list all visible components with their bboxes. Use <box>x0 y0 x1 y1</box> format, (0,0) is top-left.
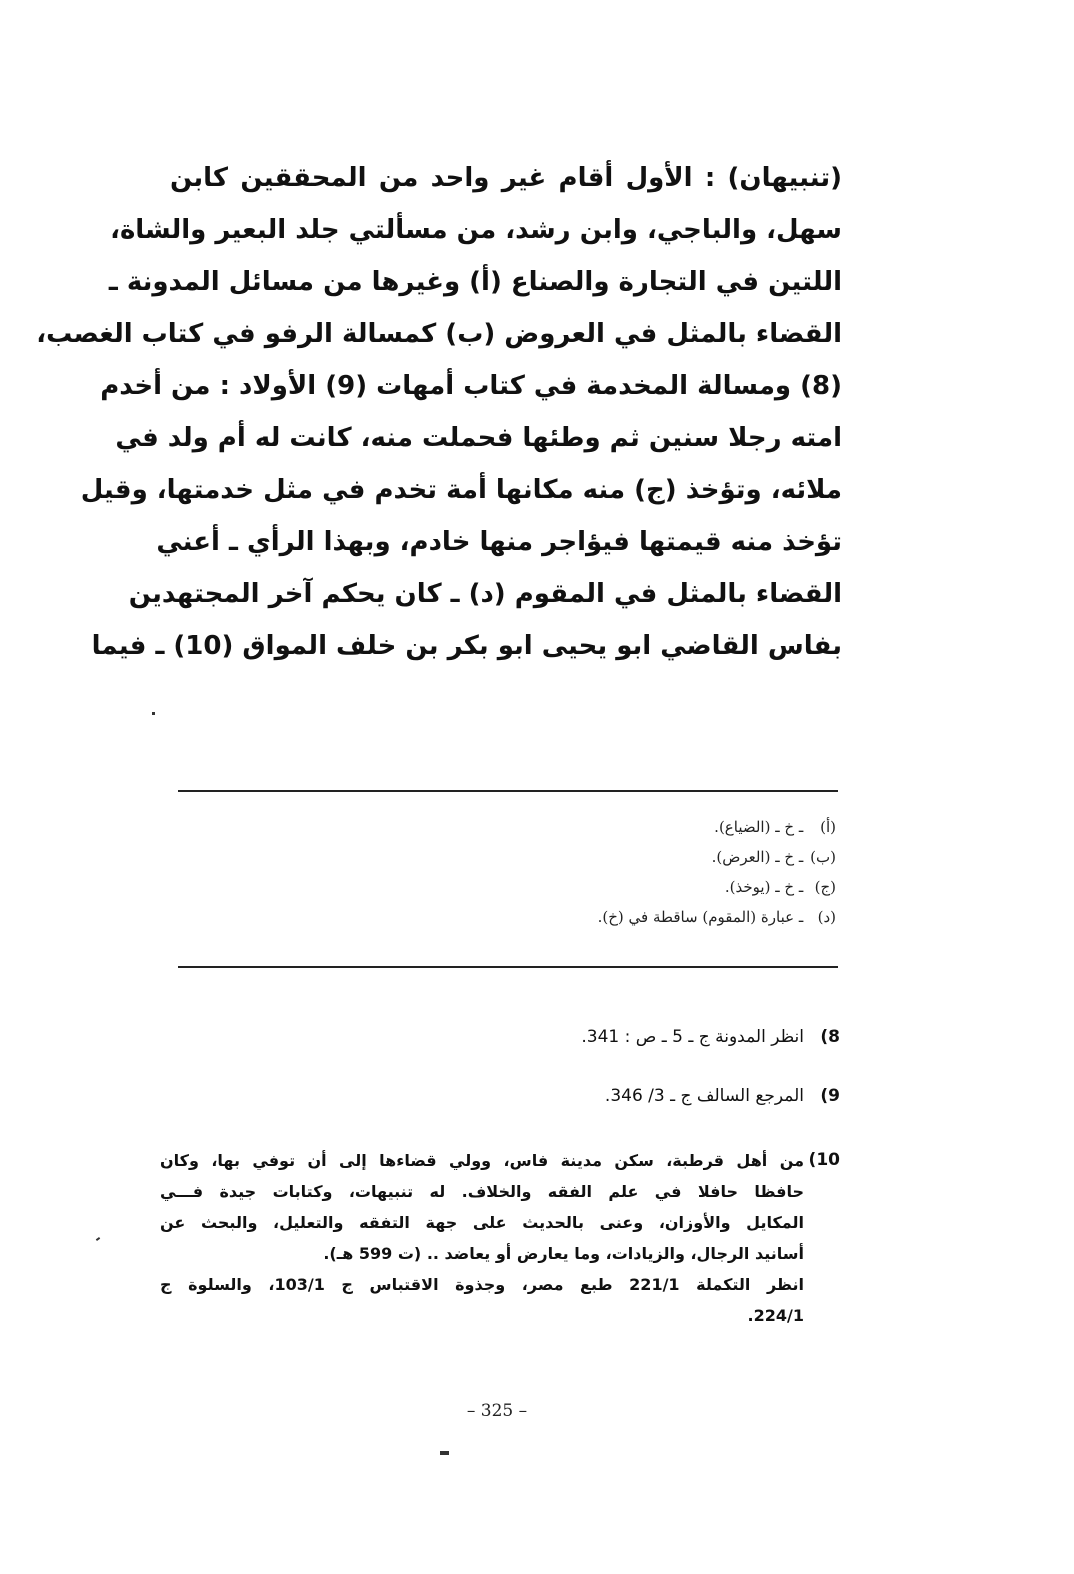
main-text-line: بفاس القاضي ابو يحيى ابو بكر بن خلف المواق (10) ـ فيما <box>91 631 842 661</box>
variant-note <box>470 812 836 842</box>
footnote-text-line: أسانيد الرجال، والزيادات، وما يعارض أو يعاضد .. (ت 599 هـ). <box>323 1244 804 1263</box>
footnote-text: انظر المدونة ج ـ 5 ـ ص : 341. <box>581 1027 804 1047</box>
footnote-text-line: حافظا حافلا في علم الفقه والخلاف. له تنبيهات، وكتابات جيدة فـــي <box>160 1182 804 1201</box>
main-text-line: امته رجلا سنين ثم وطئها فحملت منه، كانت له أم ولد في <box>115 423 842 453</box>
scan-speck <box>440 1451 449 1455</box>
variant-note <box>470 902 836 932</box>
main-text-line: (8) ومسالة المخدمة في كتاب أمهات (9) الأولاد : من أخدم <box>100 371 842 401</box>
main-text-line: ملائه، وتؤخذ (ج) منه مكانها أمة تخدم في مثل خدمتها، وقيل <box>80 475 842 505</box>
variant-notes <box>470 812 836 932</box>
footnote-divider-top <box>178 790 838 792</box>
footnote-text-line: المكايل والأوزان، وعنى بالحديث على جهة التفقه والتعليل، والبحث عن <box>160 1213 804 1232</box>
main-text-line: القضاء بالمثل في المقوم (د) ـ كان يحكم آخر المجتهدين <box>128 579 842 609</box>
footnote-divider-bottom <box>178 966 838 968</box>
variant-text: ـ خ ـ (الضياع). <box>714 818 804 836</box>
footnote-number: 8) <box>820 1027 840 1047</box>
variant-text: ـ عبارة (المقوم) ساقطة في (خ). <box>597 908 804 926</box>
main-text-block <box>36 152 842 672</box>
main-text-line: تؤخذ منه قيمتها فيؤاجر منها خادم، وبهذا الرأي ـ أعني <box>156 527 842 557</box>
footnote-text: المرجع السالف ج ـ 3/ 346. <box>604 1086 804 1106</box>
footnote-10 <box>160 1145 840 1331</box>
variant-text: ـ خ ـ (العرض). <box>711 848 804 866</box>
variant-text: ـ خ ـ (يوخذ). <box>724 878 804 896</box>
main-text-line: سهل، والباجي، وابن رشد، من مسألتي جلد البعير والشاة، <box>110 215 842 245</box>
footnote-number: 10) <box>808 1150 840 1170</box>
variant-mark: (د) <box>817 908 836 926</box>
variant-mark: (ب) <box>810 848 836 866</box>
footnote-text-line: انظر التكملة 221/1 طبع مصر، وجذوة الاقتباس ج 103/1، والسلوة ج <box>160 1275 805 1294</box>
variant-note <box>470 842 836 872</box>
footnote-8 <box>160 1022 840 1053</box>
footnote-text-line: 224/1. <box>747 1306 804 1325</box>
variant-mark: (أ) <box>820 818 836 836</box>
footnote-number: 9) <box>820 1086 840 1106</box>
footnote-text-line: من أهل قرطبة، سكن مدينة فاس، وولي قضاءها إلى أن توفي بها، وكان <box>160 1151 804 1170</box>
scan-speck <box>152 712 155 715</box>
footnote-9 <box>160 1081 840 1112</box>
main-text-line: القضاء بالمثل في العروض (ب) كمسالة الرفو في كتاب الغصب، <box>36 319 842 349</box>
variant-mark: (ج) <box>814 878 836 896</box>
main-text-line: اللتين في التجارة والصناع (أ) وغيرها من مسائل المدونة ـ <box>108 267 842 297</box>
variant-note <box>470 872 836 902</box>
page-number: – 325 – <box>466 1401 528 1421</box>
scan-speck <box>96 1237 100 1241</box>
main-text-line: (تنبيهان) : الأول أقام غير واحد من المحققين كابن <box>170 163 842 193</box>
